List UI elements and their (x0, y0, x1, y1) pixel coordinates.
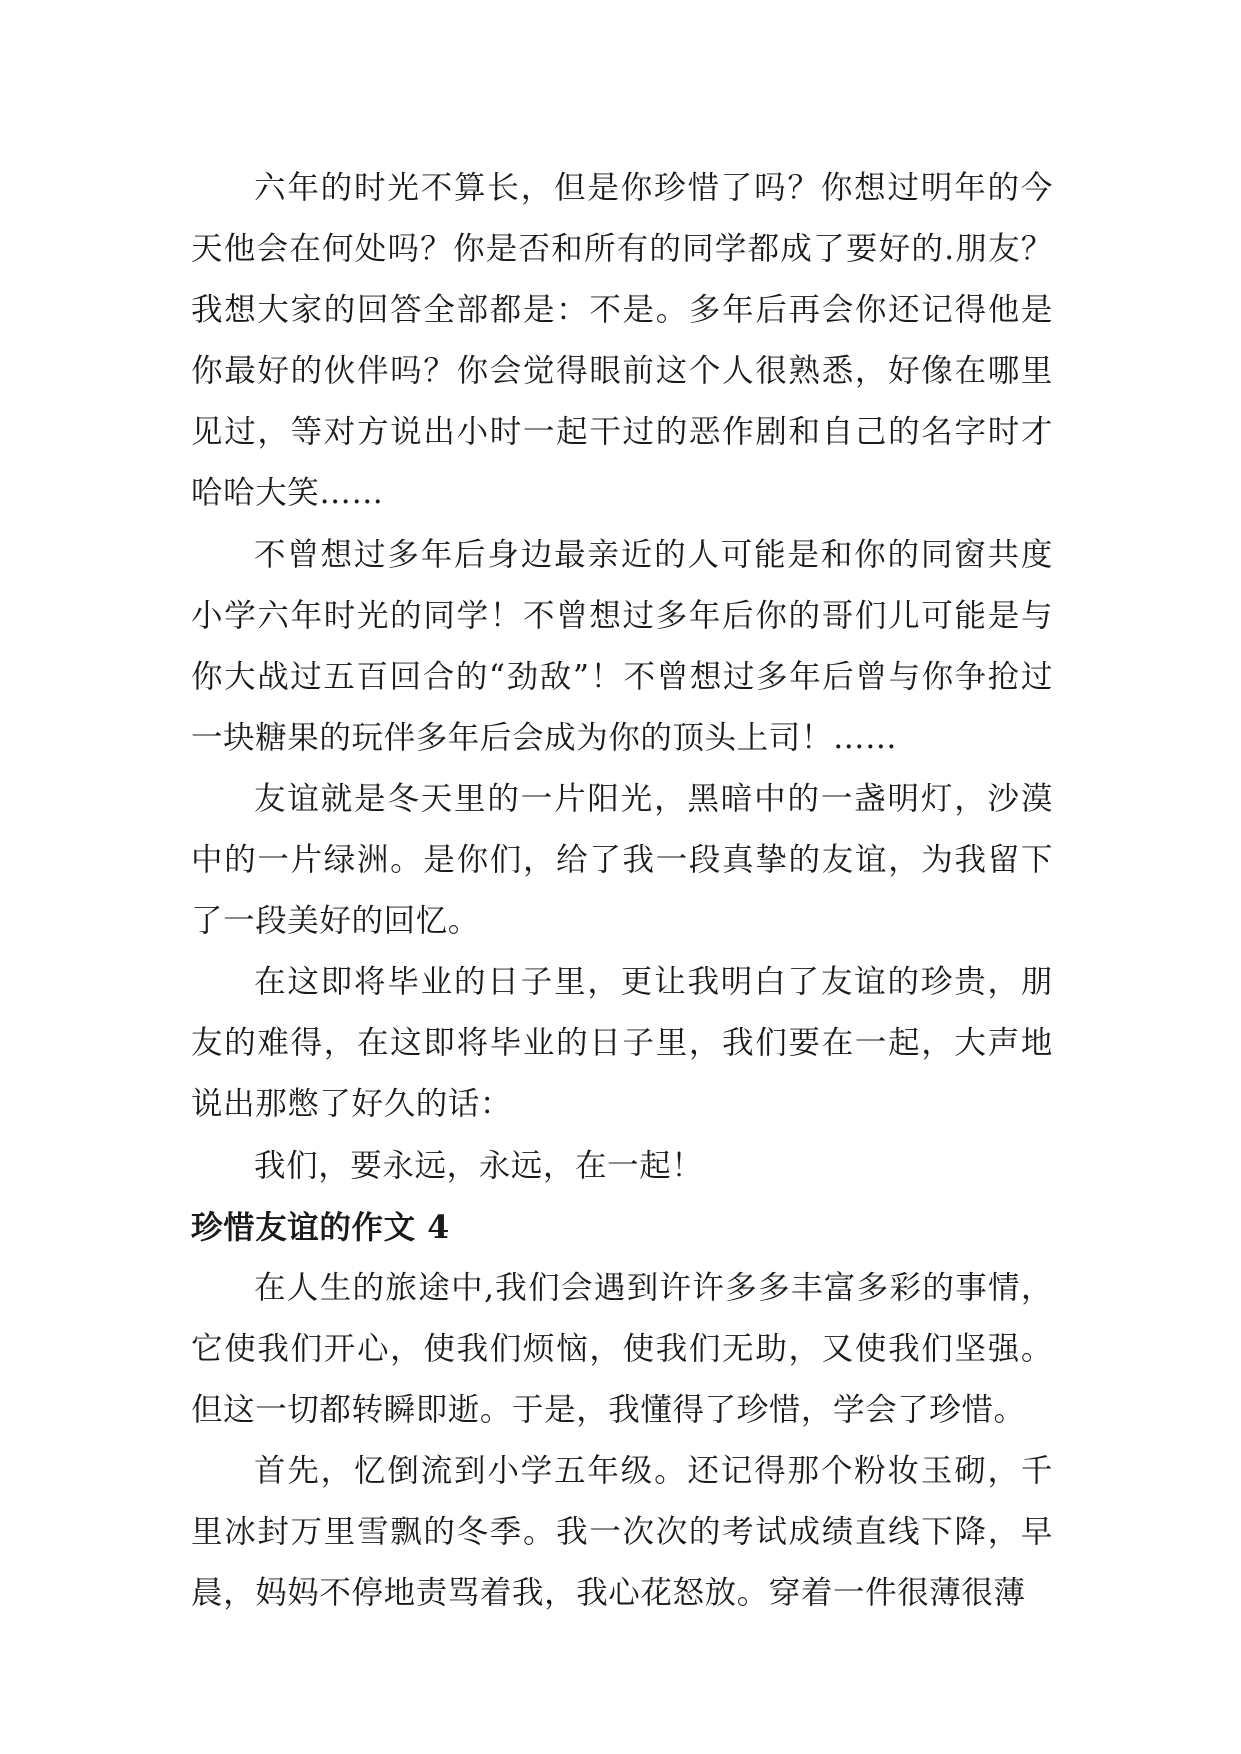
paragraph-life-journey: 在人生的旅途中,我们会遇到许许多多丰富多彩的事情，它使我们开心，使我们烦恼，使我们无助，又使我们坚强。但这一切都转瞬即逝。于是，我懂得了珍惜，学会了珍惜。 (191, 1269, 1053, 1428)
paragraph-friendship-sunshine: 友谊就是冬天里的一片阳光，黑暗中的一盏明灯，沙漠中的一片绿洲。是你们，给了我一段真挚的友谊，为我留下了一段美好的回忆。 (191, 780, 1053, 940)
paragraph-graduation: 在这即将毕业的日子里，更让我明白了友谊的珍贵，朋友的难得，在这即将毕业的日子里，我们要在一起，大声地说出那憋了好久的话： (191, 964, 1053, 1123)
document-body (191, 158, 1053, 1624)
section-title: 珍惜友谊的作文 4 (191, 1208, 450, 1246)
paragraph-six-years: 六年的时光不算长，但是你珍惜了吗？你想过明年的今天他会在何处吗？你是否和所有的同学都成了要好的.朋友？我想大家的回答全部都是：不是。多年后再会你还记得他是你最好的伙伴吗？你会觉得眼前这个人很熟悉，好像在哪里见过，等对方说出小时一起干过的恶作剧和自己的名字时才哈哈大笑…… (191, 170, 1053, 512)
paragraph-together-forever: 我们，要永远，永远，在一起！ (254, 1147, 704, 1184)
paragraph-fifth-grade: 首先，忆倒流到小学五年级。还记得那个粉妆玉砌，千里冰封万里雪飘的冬季。我一次次的考试成绩直线下降，早晨，妈妈不停地责骂着我，我心花怒放。穿着一件很薄很薄 (191, 1452, 1053, 1612)
paragraph-never-thought: 不曾想过多年后身边最亲近的人可能是和你的同窗共度小学六年时光的同学！不曾想过多年后你的哥们儿可能是与你大战过五百回合的“劲敌”！不曾想过多年后曾与你争抢过一块糖果的玩伴多年后会成为你的顶头上司！…… (191, 536, 1053, 756)
